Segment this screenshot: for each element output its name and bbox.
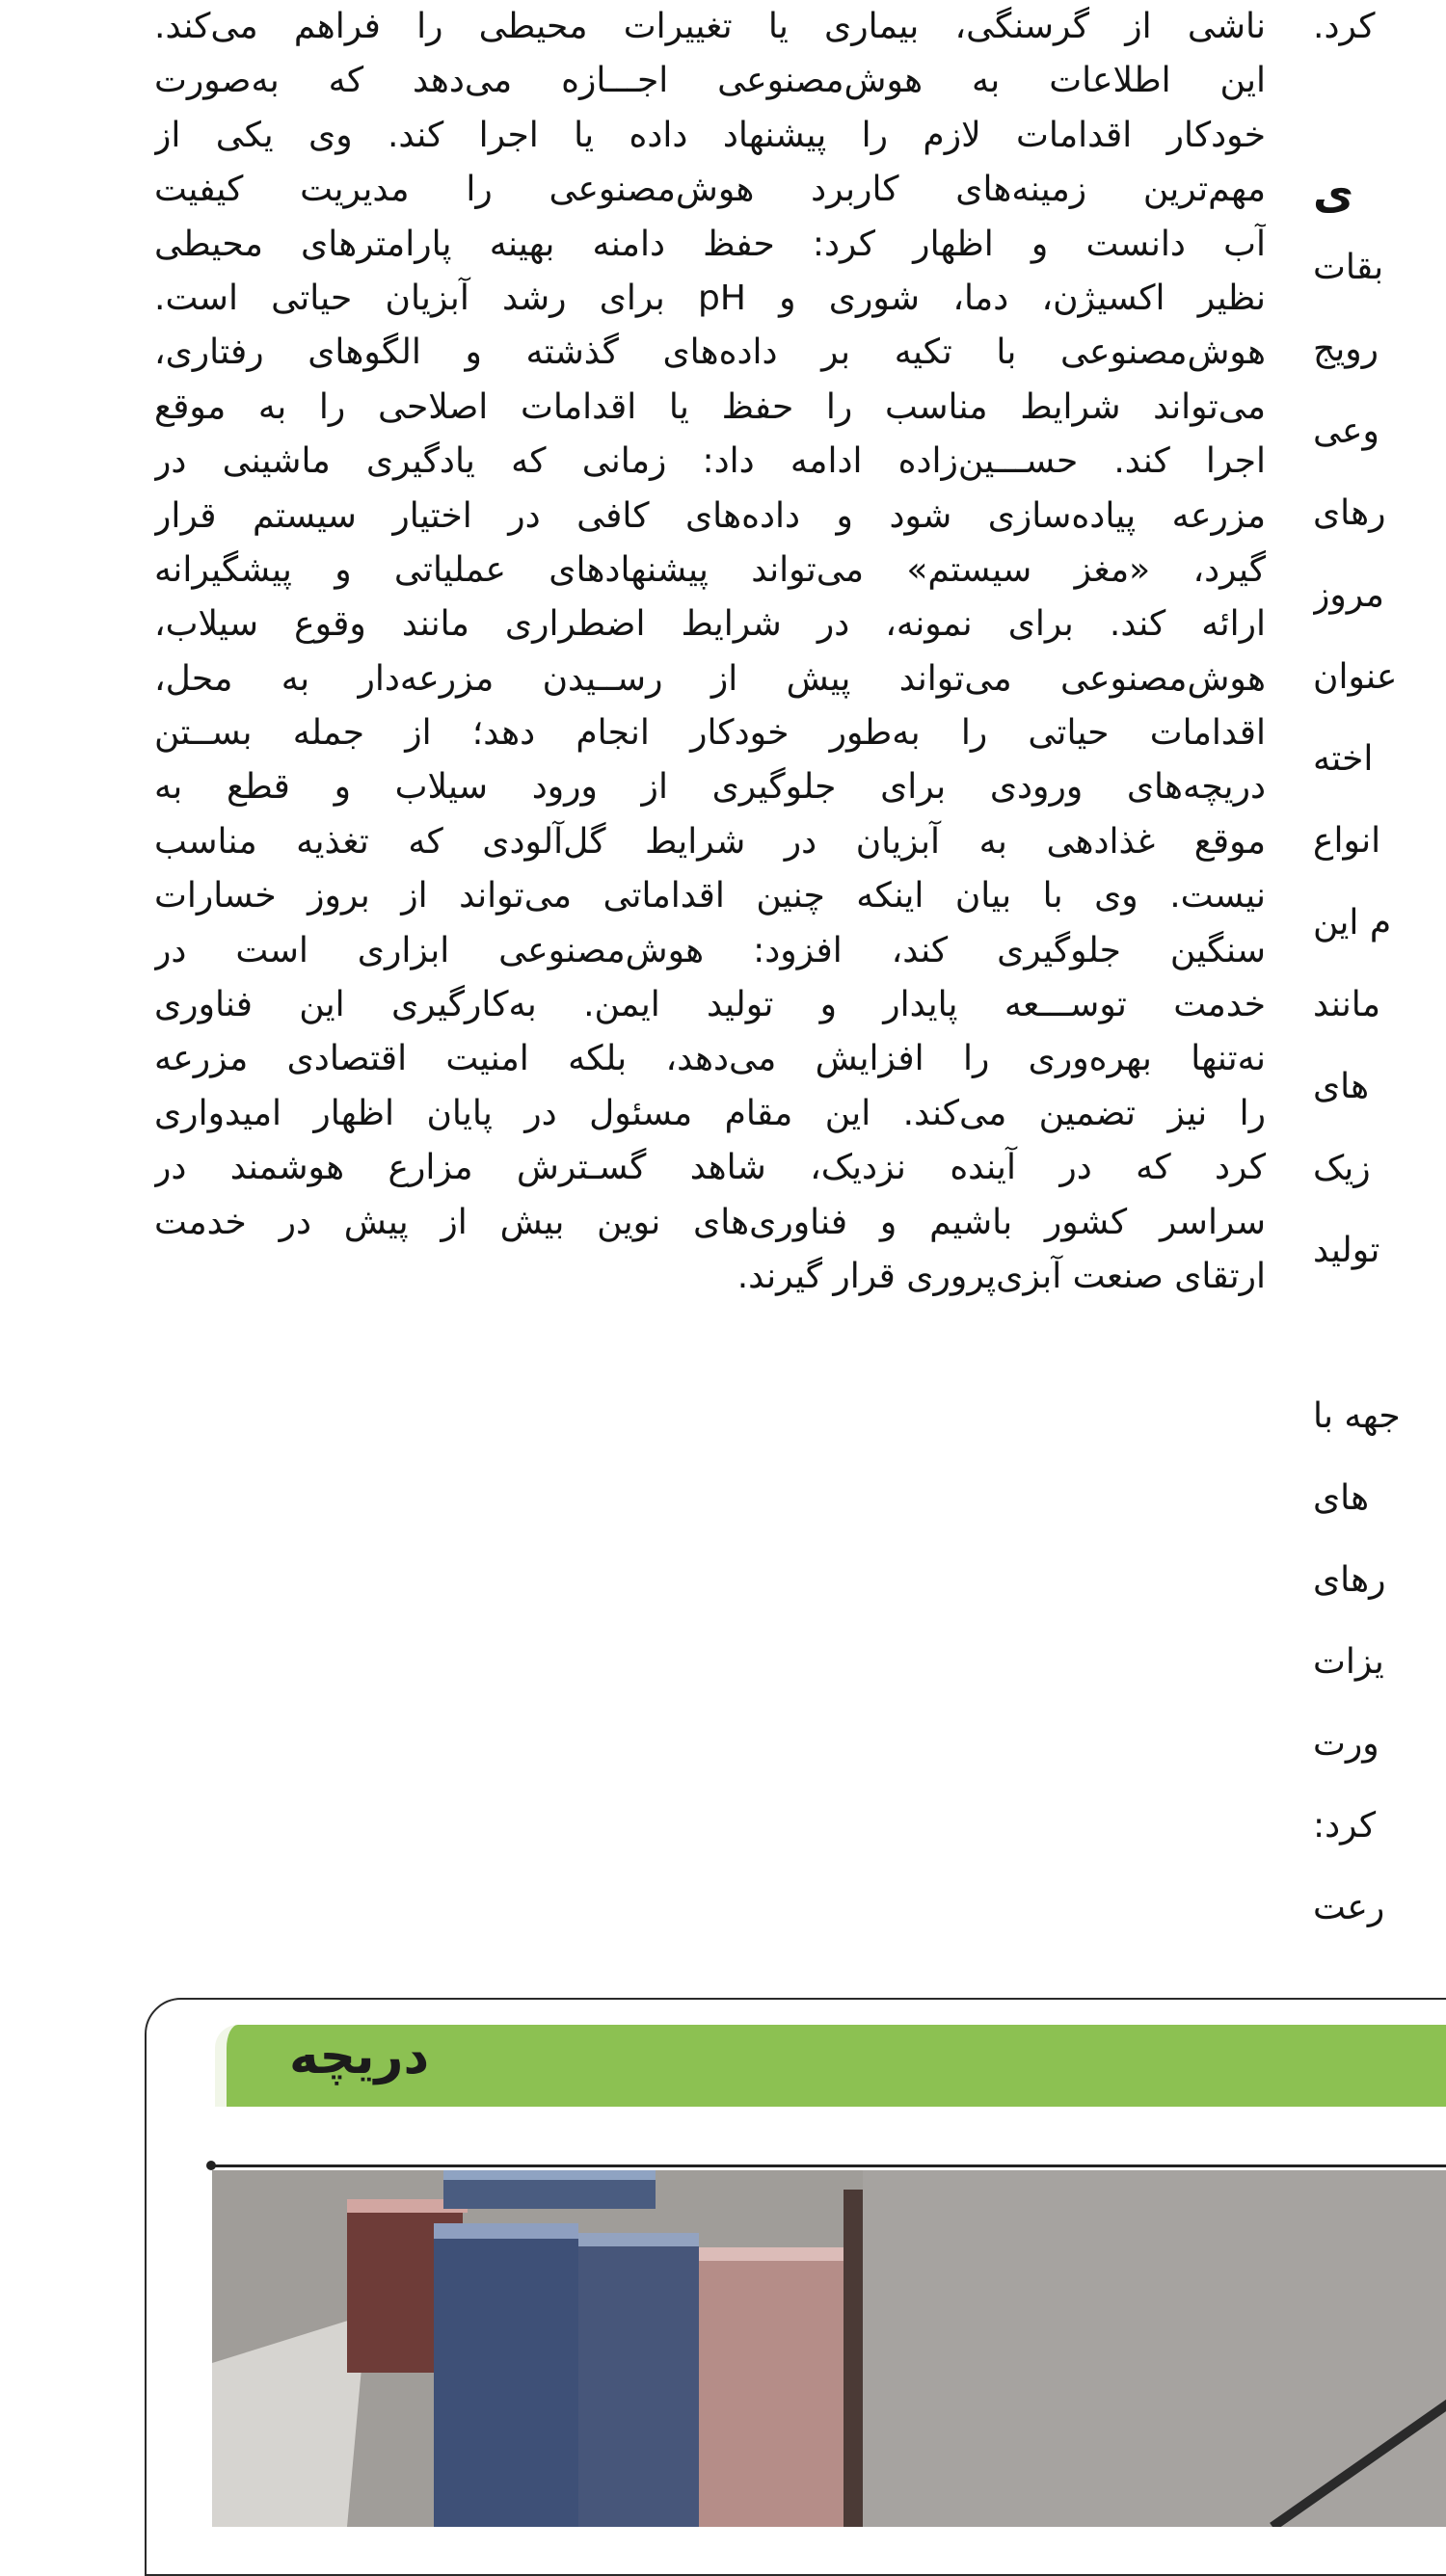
article-line: خدمت توســـعه پایدار و تولید ایمن. به‌کارگیری این فناوری <box>154 985 1266 1025</box>
fragment-line: رعت <box>1313 1888 1385 1927</box>
article-line: ارتقای صنعت آبزی‌پروری قرار گیرند. <box>736 1256 1266 1296</box>
article-line: دریچه‌های ورودی برای جلوگیری از ورود سیلاب و قطع به <box>154 767 1266 808</box>
photo-top-rule <box>210 2164 1446 2167</box>
fragment-line: رهای <box>1313 493 1386 533</box>
fragment-line: کرد. <box>1313 7 1376 46</box>
article-line: اقدامات حیاتی را به‌طور خودکار انجام دهد؛ از جمله بســتن <box>154 713 1266 754</box>
fragment-line: کرد: <box>1313 1806 1377 1846</box>
fragment-line: رهای <box>1313 1560 1386 1600</box>
fragment-line: جهه با <box>1313 1396 1401 1436</box>
article-line: نه‌تنها بهره‌وری را افزایش می‌دهد، بلکه امنیت اقتصادی مزرعه <box>154 1039 1266 1079</box>
fragment-line: م این <box>1313 903 1392 943</box>
article-line: هوش‌مصنوعی می‌تواند پیش از رســیدن مزرعه‌دار به محل، <box>154 658 1266 699</box>
aerial-photo-containers <box>212 2170 1446 2527</box>
fragment-line: وعی <box>1313 412 1379 451</box>
article-line: اجرا کند. حســـین‌زاده ادامه داد: زمانی که یادگیری ماشینی در <box>154 441 1266 482</box>
fragment-line: انواع <box>1313 821 1381 861</box>
fragment-line: مروز <box>1313 575 1384 615</box>
article-line: ارائه کند. برای نمونه، در شرایط اضطراری مانند وقوع سیلاب، <box>154 604 1266 645</box>
fragment-line: عنوان <box>1313 657 1398 697</box>
fragment-line: مانند <box>1313 985 1381 1024</box>
article-line: سراسر کشور باشیم و فناوری‌های نوین بیش از پیش در خدمت <box>154 1202 1266 1242</box>
article-line: ناشی از گرسنگی، بیماری یا تغییرات محیطی را فراهم می‌کند. <box>154 7 1266 46</box>
fragment-line: یزات <box>1313 1642 1384 1682</box>
article-main-column <box>154 0 1266 1304</box>
article-line: آب دانست و اظهار کرد: حفظ دامنه بهینه پارامترهای محیطی <box>154 224 1266 264</box>
article-line: مزرعه پیاده‌سازی شود و داده‌های کافی در اختیار سیستم قرار <box>154 495 1266 536</box>
article-line: گیرد، «مغز سیستم» می‌تواند پیشنهادهای عملیاتی و پیشگیرانه <box>154 549 1266 590</box>
fragment-line: تولید <box>1313 1231 1380 1270</box>
fragment-line: رویج <box>1313 330 1379 369</box>
fragment-line: های <box>1313 1067 1370 1106</box>
article-line: نظیر اکسیژن، دما، شوری و pH برای رشد آبزیان حیاتی است. <box>154 278 1266 318</box>
article-line: سنگین جلوگیری کند، افزود: هوش‌مصنوعی ابزاری است در <box>154 930 1266 970</box>
fragment-line: های <box>1313 1478 1370 1518</box>
fragment-line: بقات <box>1313 248 1384 287</box>
box-title: دریچه <box>289 2028 430 2085</box>
fragment-line: زیک <box>1313 1149 1371 1188</box>
fragment-line: اخته <box>1313 739 1374 779</box>
article-line: این اطلاعات به هوش‌مصنوعی اجـــازه می‌دهد که به‌صورت <box>154 61 1266 101</box>
article-line: کرد که در آینده نزدیک، شاهد گسـترش مزارع هوشمند در <box>154 1148 1266 1188</box>
article-line: مهم‌ترین زمینه‌های کاربرد هوش‌مصنوعی را مدیریت کیفیت <box>154 170 1266 210</box>
article-line: می‌تواند شرایط مناسب را حفظ یا اقدامات اصلاحی را به موقع <box>154 386 1266 427</box>
article-line: هوش‌مصنوعی با تکیه بر داده‌های گذشته و الگوهای رفتاری، <box>154 332 1266 373</box>
article-line: موقع غذادهی به آبزیان در شرایط گل‌آلودی که تغذیه مناسب <box>154 821 1266 862</box>
fragment-line: ورت <box>1313 1724 1379 1764</box>
adjacent-column-fragment <box>1313 0 1446 1956</box>
fragment-heading: ی <box>1313 167 1354 219</box>
article-line: نیست. وی با بیان اینکه چنین اقداماتی می‌تواند از بروز خسارات <box>154 876 1266 916</box>
article-line: را نیز تضمین می‌کند. این مقام مسئول در پایان اظهار امیدواری <box>154 1093 1266 1133</box>
article-line: خودکار اقدامات لازم را پیشنهاد داده یا اجرا کند. وی یکی از <box>154 115 1266 155</box>
